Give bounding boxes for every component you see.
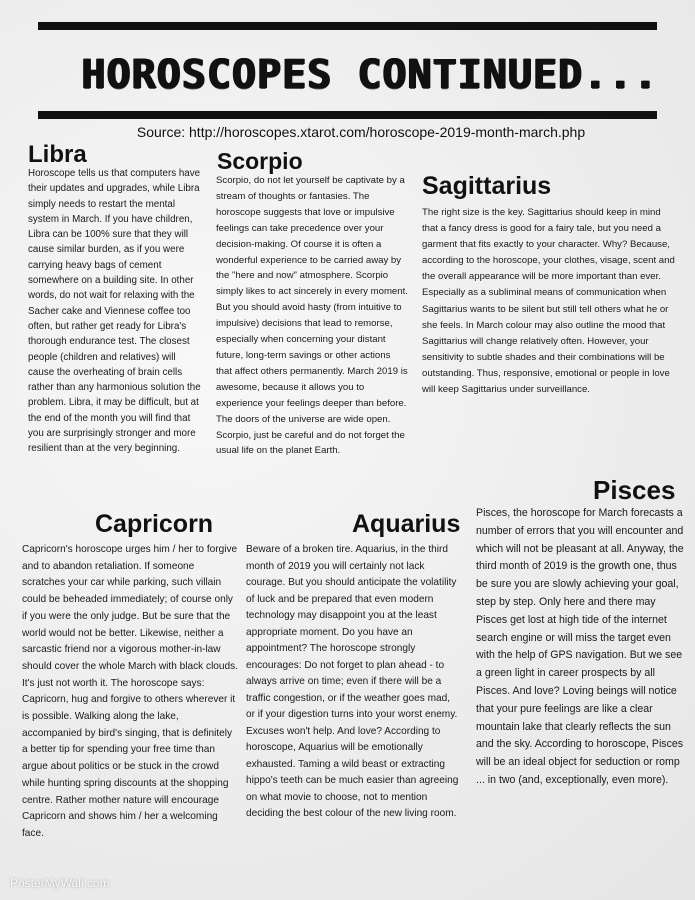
libra-heading: Libra — [28, 141, 87, 168]
bottom-divider — [38, 111, 657, 119]
aquarius-heading: Aquarius — [352, 510, 461, 538]
libra-text: Horoscope tells us that computers have their updates and upgrades, while Libra simply needs to restart the mental system in March. If you have children, Libra can be 100% sure that they will cause similar burden, as if you were carrying heavy bags of cement somewhere on a building site. In other words, do not wait for relaxing with the Sacher cake and Viennese coffee too often, but rather get ready for Libra's thorough endurance test. The closest people (children and relatives) will cause the overheating of brain cells rather than any harmonious solution the problem. Libra, it may be difficult, but at the end of the month you will find that you are surprisingly stronger and more resilient than at the very beginning. — [28, 168, 201, 455]
aquarius-text: Beware of a broken tire. Aquarius, in the third month of 2019 you will certainly not lack courage. But you should anticipate the volatility of luck and be prepared that even modern technology may disappoint you at the least appropriate moment. Do you have an appointment? The horoscope strongly encourages: Do not forget to plan ahead - to always arrive on time; even if there will be a traffic congestion, or if the weather goes mad, or if your digestion turns into your worst enemy. Excuses won't help. And love? According to horoscope, Aquarius will be emotionally exhausted. Taming a wild beast or extracting hippo's teeth can be much easier than agreeing on what movie to choose, not to mention deciding the best colour of the new living room. — [246, 544, 459, 819]
page-title: HOROSCOPES CONTINUED... — [81, 52, 659, 98]
scorpio-heading: Scorpio — [217, 148, 303, 174]
pisces-text: Pisces, the horoscope for March forecasts a number of errors that you will encounter and which will not be pleasant at all. Anyway, the third month of 2019 is the growth one, thus be sure you are slowly achieving your goal, step by step. Only here and there may Pisces get lost at high tide of the internet search engine or will miss the target even with the help of GPS navigation. But we see a green light in career prospects by all Pisces. And love? Loving beings will notice that your pure feelings are like a clear mountain lake that clearly reflects the sun and the sky. According to horoscope, Pisces will be an ideal object for seduction or romp ... in two (and, exceptionally, even more). — [476, 507, 684, 786]
source-line: Source: http://horoscopes.xtarot.com/horoscope-2019-month-march.php — [136, 124, 586, 140]
scorpio-text: Scorpio, do not let yourself be captivate by a stream of thoughts or fantasies. The horoscope suggests that love or impulsive feelings can take precedence over your decision-making. Of course it is often a wonderful experience to be carried away by the "here and now" atmosphere. Scorpio simply likes to act sincerely in every moment. But you should avoid hasty (from intuitive to impulsive) decisions that lead to remorse, especially when concerning your distant future, long-term savings or other actions that affect others permanently. March 2019 is awesome, because it allows you to experience your feelings deeper than before. The doors of the universe are wide open. Scorpio, just be careful and do not forget the usual life on the planet Earth. — [216, 175, 408, 457]
capricorn-heading: Capricorn — [95, 510, 214, 538]
watermark: PosterMyWall.com — [10, 876, 110, 890]
sagittarius-text: The right size is the key. Sagittarius should keep in mind that a fancy dress is good for a fairy tale, but you need a garment that fits exactly to your character. Why? Because, according to the horoscope, your clothes, visage, scent and the overall appearance will be more important than ever. Especially as a subliminal means of communication when Sagittarius wants to be silent but still tell others what he or she feels. In March colour may also outline the mood that Sagittarius will change relatively often. However, your sensitivity to subtle shades and their combinations will be outstanding. Thus, responsive, emotional or people in love will keep Sagittarius under surveillance. — [422, 207, 675, 396]
sagittarius-heading: Sagittarius — [422, 172, 552, 200]
capricorn-text: Capricorn's horoscope urges him / her to forgive and to abandon retaliation. If someone scratches your car while parking, such villain could be beheaded immediately; of course only if you were the only judge. But be sure that the world would not be better. Likewise, neither a sarcastic friend nor a vigorous mother-in-law should cover the whole March with black clouds. It's just not worth it. The horoscope says: Capricorn, hug and forgive to others wherever it is possible. Walking along the lake, accompanied by bird's singing, that is definitely a better tip for spending your free time than argue about politics or be stuck in the crowd while hunting spring discounts at the shopping centre. Rather mother nature will encourage Capricorn and shows him / her a welcoming face. — [22, 544, 239, 839]
pisces-heading: Pisces — [593, 475, 676, 505]
top-divider — [38, 22, 657, 30]
